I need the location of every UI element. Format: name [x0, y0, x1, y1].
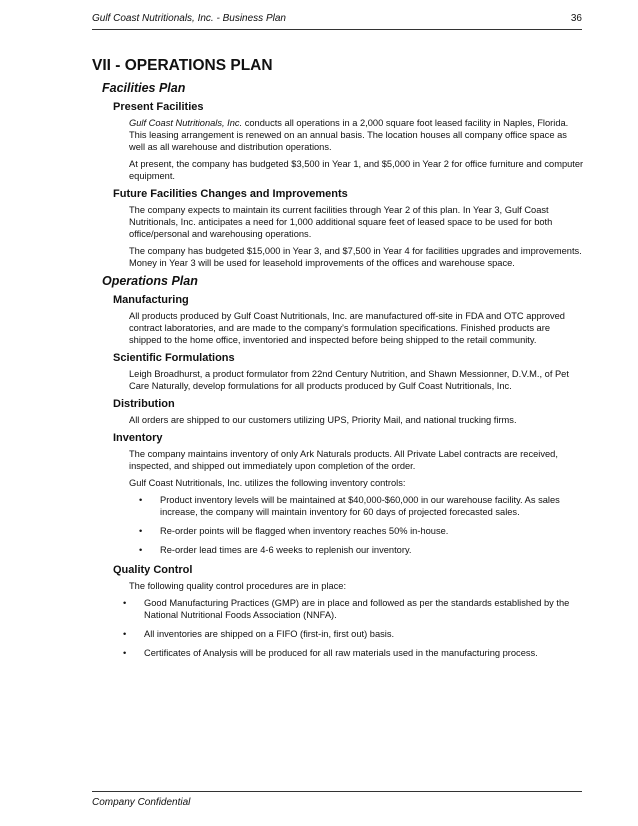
present-facilities-paragraph-1	[129, 117, 584, 153]
list-item	[113, 597, 584, 621]
list-item	[129, 544, 584, 556]
bullet-icon: •	[123, 598, 127, 608]
footer-text: Company Confidential	[92, 797, 191, 808]
list-item-text: Re-order points will be flagged when inventory reaches 50% in-house.	[160, 526, 449, 536]
quality-control-heading: Quality Control	[113, 564, 193, 576]
list-item-text: Re-order lead times are 4-6 weeks to replenish our inventory.	[160, 545, 412, 555]
document-body	[92, 56, 584, 666]
facilities-plan-heading: Facilities Plan	[102, 81, 186, 95]
operations-plan-heading: Operations Plan	[102, 274, 198, 288]
bullet-icon: •	[123, 648, 127, 658]
scientific-formulations-heading: Scientific Formulations	[113, 352, 235, 364]
header-title: Gulf Coast Nutritionals, Inc. - Business Plan	[92, 13, 286, 24]
list-item	[113, 628, 584, 640]
list-item	[129, 494, 584, 518]
manufacturing-paragraph: All products produced by Gulf Coast Nutritionals, Inc. are manufactured off-site in FDA and OTC approved contract laboratories, and are made to the company’s formulation specifications. Finished products are shipped to the home office, inventoried and inspected before being shipped to the retail community.	[129, 311, 565, 345]
distribution-heading: Distribution	[113, 398, 175, 410]
future-facilities-paragraph-2: The company has budgeted $15,000 in Year 3, and $7,500 in Year 4 for facilities upgrades and improvements. Money in Year 3 will be used for leasehold improvements of the offices and warehouse space.	[129, 246, 582, 268]
bullet-icon: •	[139, 495, 143, 505]
future-facilities-heading: Future Facilities Changes and Improvements	[113, 188, 348, 200]
scientific-formulations-paragraph: Leigh Broadhurst, a product formulator from 22nd Century Nutrition, and Shawn Messionner, D.V.M., of Pet Care Naturally, develop formulations for all products produced by Gulf Coast Nutritionals, Inc.	[129, 369, 569, 391]
quality-control-list	[113, 597, 584, 659]
present-facilities-heading: Present Facilities	[113, 101, 204, 113]
list-item	[129, 525, 584, 537]
bullet-icon: •	[139, 526, 143, 536]
company-name-italic: Gulf Coast Nutritionals, Inc.	[129, 118, 243, 128]
list-item-text: Certificates of Analysis will be produced for all raw materials used in the manufacturing process.	[144, 648, 538, 658]
manufacturing-heading: Manufacturing	[113, 294, 189, 306]
distribution-paragraph: All orders are shipped to our customers utilizing UPS, Priority Mail, and national trucking firms.	[129, 415, 517, 425]
page-footer	[92, 791, 582, 808]
inventory-controls-list	[129, 494, 584, 556]
page-header	[92, 10, 582, 30]
inventory-paragraph-1: The company maintains inventory of only Ark Naturals products. All Private Label contracts are received, inspected, and shipped out immediately upon completion of the order.	[129, 449, 558, 471]
inventory-paragraph-2: Gulf Coast Nutritionals, Inc. utilizes the following inventory controls:	[129, 478, 406, 488]
list-item	[113, 647, 584, 659]
quality-control-paragraph: The following quality control procedures are in place:	[129, 581, 347, 591]
section-title: VII - OPERATIONS PLAN	[92, 57, 273, 74]
present-facilities-paragraph-2: At present, the company has budgeted $3,500 in Year 1, and $5,000 in Year 2 for office furniture and computer equipment.	[129, 159, 584, 181]
inventory-heading: Inventory	[113, 432, 163, 444]
list-item-text: Good Manufacturing Practices (GMP) are in place and followed as per the standards established by the National Nutritional Foods Association (NNFA).	[144, 598, 570, 620]
page-number: 36	[570, 13, 582, 24]
present-facilities-text: conducts all operations in a 2,000 square foot leased facility in Naples, Florida. This leasing arrangement is renewed on an annual basis. The location houses all company office space as well as all warehouse and distribution operations.	[129, 118, 569, 152]
future-facilities-paragraph-1: The company expects to maintain its current facilities through Year 2 of this plan. In Year 3, Gulf Coast Nutritionals, Inc. anticipates a need for 1,000 additional square feet of leased space to be used for both office/personal and warehousing operations.	[129, 205, 553, 239]
bullet-icon: •	[123, 629, 127, 639]
list-item-text: All inventories are shipped on a FIFO (first-in, first out) basis.	[144, 629, 395, 639]
bullet-icon: •	[139, 545, 143, 555]
list-item-text: Product inventory levels will be maintained at $40,000-$60,000 in our warehouse facility. As sales increase, the company will maintain inventory for 60 days of projected forecasted sales.	[160, 495, 560, 517]
